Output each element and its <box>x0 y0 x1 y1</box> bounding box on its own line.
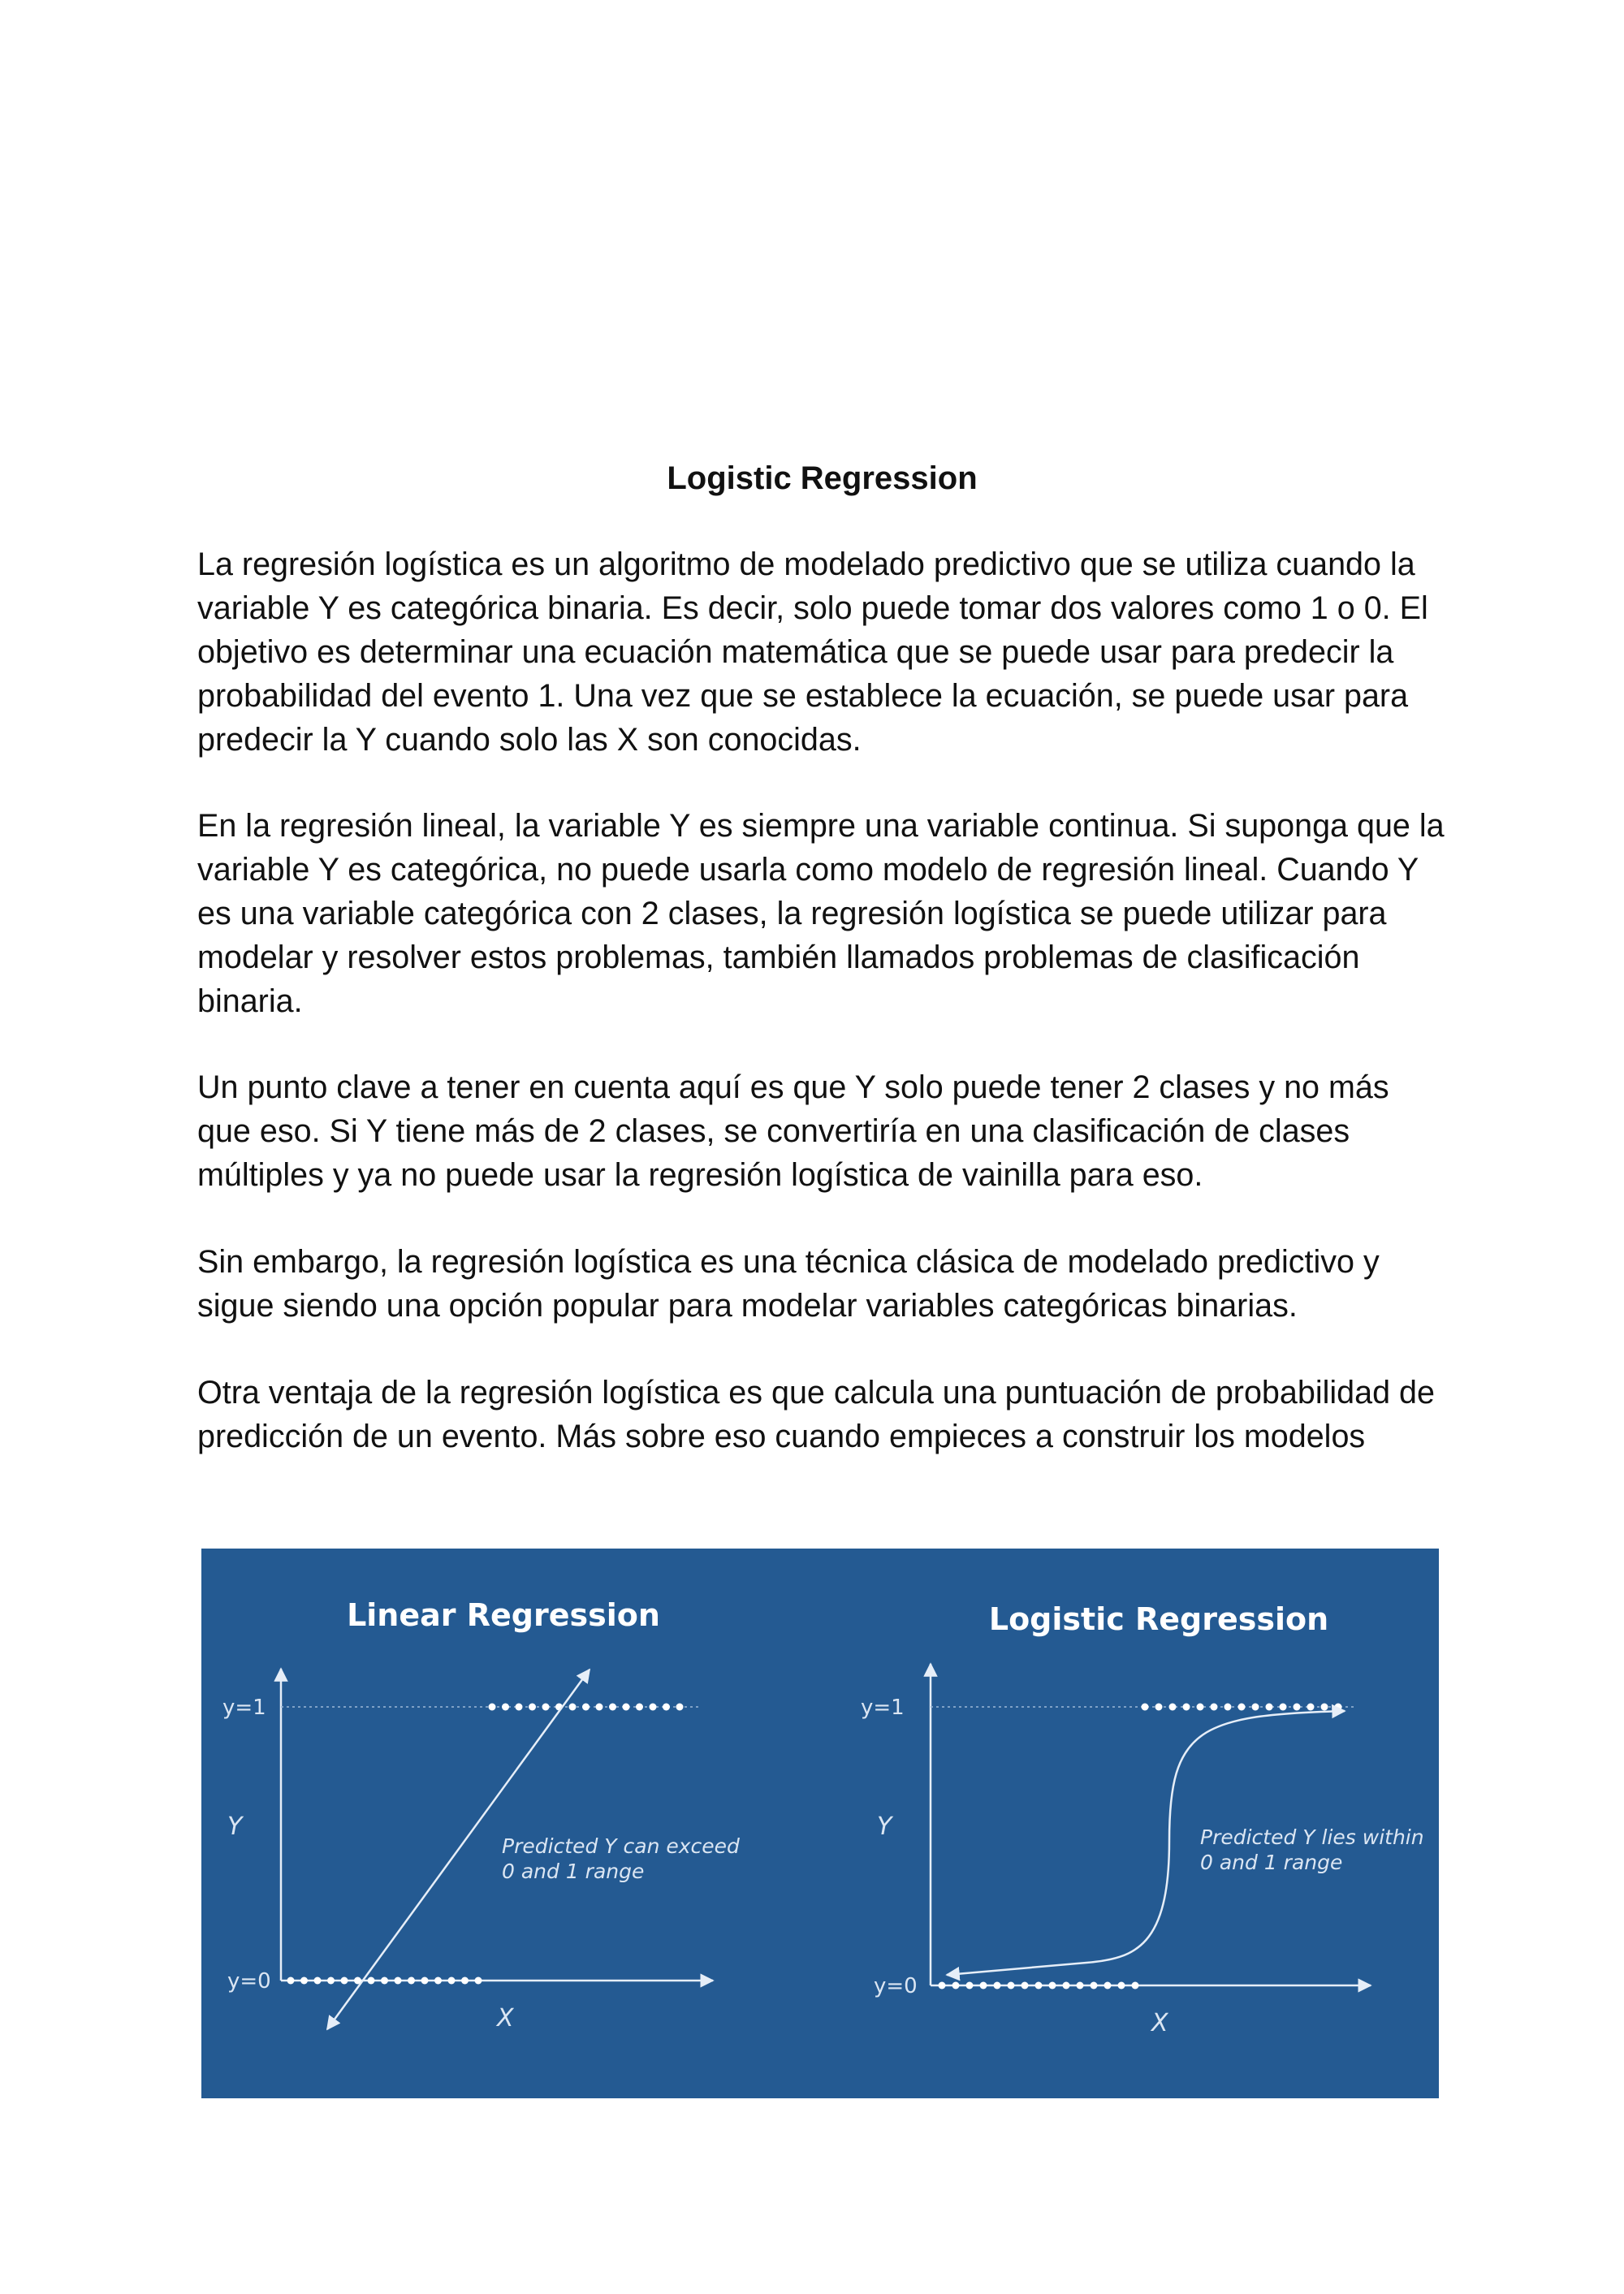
logistic-class0-point <box>1049 1982 1056 1989</box>
linear-class0-point <box>327 1977 335 1985</box>
linear-class1-point <box>596 1704 603 1711</box>
logistic-class0-point <box>994 1982 1001 1989</box>
linear-class0-point <box>395 1977 402 1985</box>
paragraph-linear-comparison: En la regresión lineal, la variable Y es siempre una variable continua. Si suponga que la variable Y es categórica, no puede usarla como modelo de regresión lineal. Cuando Y es una variable categórica con 2 clases, la regresión logística se puede utilizar para modelar y resolver estos problemas, también llamados problemas de clasificación binaria. <box>197 808 1445 1019</box>
linear-class0-point <box>287 1977 295 1985</box>
linear-class1-point <box>663 1704 670 1711</box>
logistic-class1-point <box>1169 1704 1177 1711</box>
linear-x-axis-label: X <box>497 2004 514 2033</box>
logistic-annotation-line2: 0 and 1 range <box>1200 1851 1343 1874</box>
linear-class1-point <box>676 1704 684 1711</box>
linear-class0-point <box>314 1977 322 1985</box>
linear-class0-point <box>461 1977 469 1985</box>
logistic-class1-points <box>1142 1704 1342 1711</box>
logistic-class1-point <box>1252 1704 1259 1711</box>
logistic-class0-point <box>1035 1982 1043 1989</box>
linear-class1-point <box>542 1704 550 1711</box>
logistic-class0-points <box>939 1982 1139 1989</box>
paragraph-intro: La regresión logística es un algoritmo de modelado predictivo que se utiliza cuando la variable Y es categórica binaria. Es decir, solo puede tomar dos valores como 1 o 0. El objetivo es determinar una ecuación matemática que se puede usar para predecir la probabilidad del evento 1. Una vez que se establece la ecuación, se puede usar para predecir la Y cuando solo las X son conocidas. <box>197 546 1428 758</box>
logistic-class0-point <box>952 1982 960 1989</box>
linear-class0-point <box>421 1977 429 1985</box>
linear-class0-point <box>475 1977 482 1985</box>
linear-y1-label: y=1 <box>222 1696 266 1720</box>
logistic-class0-point <box>1104 1982 1112 1989</box>
linear-y-axis-label: Y <box>227 1812 243 1841</box>
logistic-class1-point <box>1294 1704 1301 1711</box>
regression-comparison-figure <box>201 1549 1439 2098</box>
logistic-class0-point <box>1132 1982 1139 1989</box>
logistic-y1-label: y=1 <box>861 1696 905 1720</box>
page-title: Logistic Regression <box>667 460 978 496</box>
logistic-annotation-line1: Predicted Y lies within <box>1200 1825 1424 1849</box>
logistic-class1-point <box>1266 1704 1273 1711</box>
linear-annotation-line1: Predicted Y can exceed <box>502 1834 740 1858</box>
logistic-class0-point <box>1021 1982 1029 1989</box>
logistic-class1-point <box>1142 1704 1149 1711</box>
linear-class0-point <box>381 1977 388 1985</box>
linear-class1-points <box>489 1704 684 1711</box>
logistic-class1-point <box>1280 1704 1287 1711</box>
logistic-class1-point <box>1211 1704 1218 1711</box>
linear-class1-point <box>569 1704 577 1711</box>
paragraph-two-classes: Un punto clave a tener en cuenta aquí es que Y solo puede tener 2 clases y no más que eso. Si Y tiene más de 2 clases, se convertiría en una clasificación de clases múltiples y ya no puede usar la regresión logística de vainilla para eso. <box>197 1069 1389 1193</box>
linear-y0-label: y=0 <box>227 1969 271 1994</box>
linear-class1-point <box>623 1704 630 1711</box>
logistic-class1-point <box>1155 1704 1163 1711</box>
paragraph-probability-score: Otra ventaja de la regresión logística es que calcula una puntuación de probabilidad de predicción de un evento. Más sobre eso cuando empieces a construir los modelos <box>197 1375 1435 1454</box>
logistic-y-axis-label: Y <box>877 1812 892 1841</box>
linear-class0-point <box>448 1977 456 1985</box>
logistic-class0-point <box>1077 1982 1084 1989</box>
paragraph-classic-technique: Sin embargo, la regresión logística es una técnica clásica de modelado predictivo y sigue siendo una opción popular para modelar variables categóricas binarias. <box>197 1244 1380 1324</box>
linear-class1-point <box>650 1704 657 1711</box>
logistic-class1-point <box>1335 1704 1342 1711</box>
linear-class1-point <box>489 1704 496 1711</box>
linear-class0-point <box>368 1977 375 1985</box>
linear-regression-panel <box>222 1597 740 2033</box>
linear-annotation-line2: 0 and 1 range <box>502 1860 645 1883</box>
logistic-class1-point <box>1307 1704 1315 1711</box>
linear-class0-point <box>408 1977 415 1985</box>
linear-class1-point <box>609 1704 616 1711</box>
logistic-x-axis-label: X <box>1151 2009 1168 2037</box>
logistic-class1-point <box>1224 1704 1232 1711</box>
regression-comparison-svg <box>201 1549 1439 2098</box>
linear-class1-point <box>516 1704 523 1711</box>
linear-class1-point <box>636 1704 643 1711</box>
logistic-class0-point <box>980 1982 987 1989</box>
logistic-class0-point <box>1063 1982 1070 1989</box>
logistic-class0-point <box>1091 1982 1098 1989</box>
logistic-regression-panel <box>861 1601 1424 2037</box>
linear-class1-point <box>529 1704 536 1711</box>
linear-class0-point <box>300 1977 308 1985</box>
logistic-class0-point <box>939 1982 946 1989</box>
linear-class0-point <box>341 1977 348 1985</box>
logistic-y0-label: y=0 <box>874 1974 918 1998</box>
linear-class0-point <box>434 1977 442 1985</box>
logistic-class0-point <box>966 1982 974 1989</box>
logistic-class1-point <box>1197 1704 1204 1711</box>
linear-regression-title: Linear Regression <box>347 1597 660 1633</box>
logistic-class1-point <box>1238 1704 1246 1711</box>
linear-class1-point <box>582 1704 590 1711</box>
logistic-regression-title: Logistic Regression <box>988 1601 1329 1637</box>
linear-class0-points <box>287 1977 482 1985</box>
logistic-class0-point <box>1008 1982 1015 1989</box>
logistic-class0-point <box>1118 1982 1125 1989</box>
logistic-class1-point <box>1183 1704 1190 1711</box>
logistic-class1-point <box>1321 1704 1328 1711</box>
linear-class1-point <box>502 1704 509 1711</box>
